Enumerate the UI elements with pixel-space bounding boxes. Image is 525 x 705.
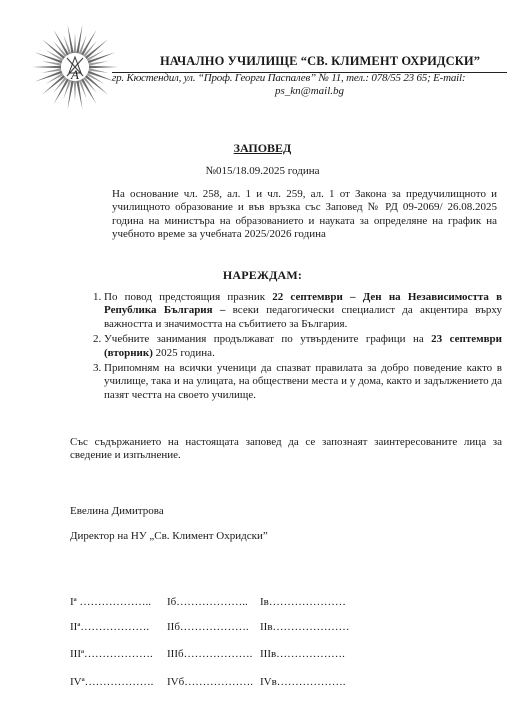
ack-cell: IIIª………………. bbox=[70, 648, 153, 660]
logo-ray bbox=[74, 81, 77, 101]
order-item-emphasis: 22 септември – Ден на Независимостта в Република България – bbox=[104, 291, 503, 317]
closing-paragraph: Със съдържанието на настоящата заповед да се запознаят заинтересованите лица за сведение и изпълнение. bbox=[70, 436, 502, 462]
order-item-text: всеки педагогически специалист да акцентира върху важността и значимостта на събитието за България. bbox=[104, 304, 502, 330]
ack-cell: IIª………………. bbox=[70, 621, 150, 633]
order-basis: На основание чл. 258, ал. 1 и чл. 259, ал. 1 от Закона за предучилищното и училищното образование и във връзка със Заповед № РД 09-2069/ 26.08.2025 година на министъра на образованието и науката за определяне на график на учебното време за учебната 2025/2026 година bbox=[112, 188, 497, 240]
order-items-list bbox=[62, 291, 502, 404]
school-email: ps_kn@mail.bg bbox=[274, 85, 345, 97]
logo-ray bbox=[89, 66, 118, 69]
ack-cell: Iб……………….. bbox=[167, 596, 248, 608]
ack-cell: IVв………………. bbox=[260, 676, 346, 688]
order-item-emphasis: 23 септември (вторник) bbox=[104, 333, 502, 359]
logo-ray bbox=[32, 66, 61, 69]
order-item bbox=[104, 362, 502, 402]
svg-text:A: A bbox=[71, 67, 79, 82]
ack-cell: Iв………………… bbox=[260, 596, 346, 608]
ack-cell: Iª ……………….. bbox=[70, 596, 151, 608]
school-address: гр. Кюстендил, ул. “Проф. Георги Паспалев” № 11, тел.: 078/55 23 65; E-mail: bbox=[112, 72, 466, 84]
ack-cell: IVª………………. bbox=[70, 676, 154, 688]
logo-ray bbox=[74, 33, 77, 53]
school-logo-icon bbox=[30, 22, 120, 112]
order-item bbox=[104, 333, 502, 360]
document-number: №015/18.09.2025 година bbox=[205, 165, 320, 177]
order-basis-text bbox=[112, 188, 497, 241]
order-item-text: По повод предстоящия празник bbox=[104, 291, 273, 303]
signatory-role: Директор на НУ „Св. Климент Охридски” bbox=[70, 530, 268, 542]
order-item bbox=[104, 291, 502, 331]
ack-cell: IVб………………. bbox=[167, 676, 253, 688]
ack-cell: IIб………………. bbox=[167, 621, 249, 633]
ack-cell: IIIв………………. bbox=[260, 648, 345, 660]
signatory-name: Евелина Димитрова bbox=[70, 505, 164, 517]
order-item-text: Учебните занимания продължават по утвърдените графици на bbox=[104, 333, 432, 346]
order-item-text: Припомням на всички ученици да спазват правилата за добро поведение както в училище, така и на улицата, на обществени места и у дома, както и задължението да пазят честта на своето училище. bbox=[104, 362, 502, 401]
order-item-text: 2025 година. bbox=[152, 346, 215, 359]
ack-cell: IIIб………………. bbox=[167, 648, 253, 660]
ack-cell: IIв………………… bbox=[260, 621, 350, 633]
school-name: НАЧАЛНО УЧИЛИЩЕ “СВ. КЛИМЕНТ ОХРИДСКИ” bbox=[159, 54, 481, 68]
order-heading: НАРЕЖДАМ: bbox=[222, 268, 303, 282]
order-basis-paragraph bbox=[112, 188, 497, 241]
document-title: ЗАПОВЕД bbox=[233, 141, 292, 155]
